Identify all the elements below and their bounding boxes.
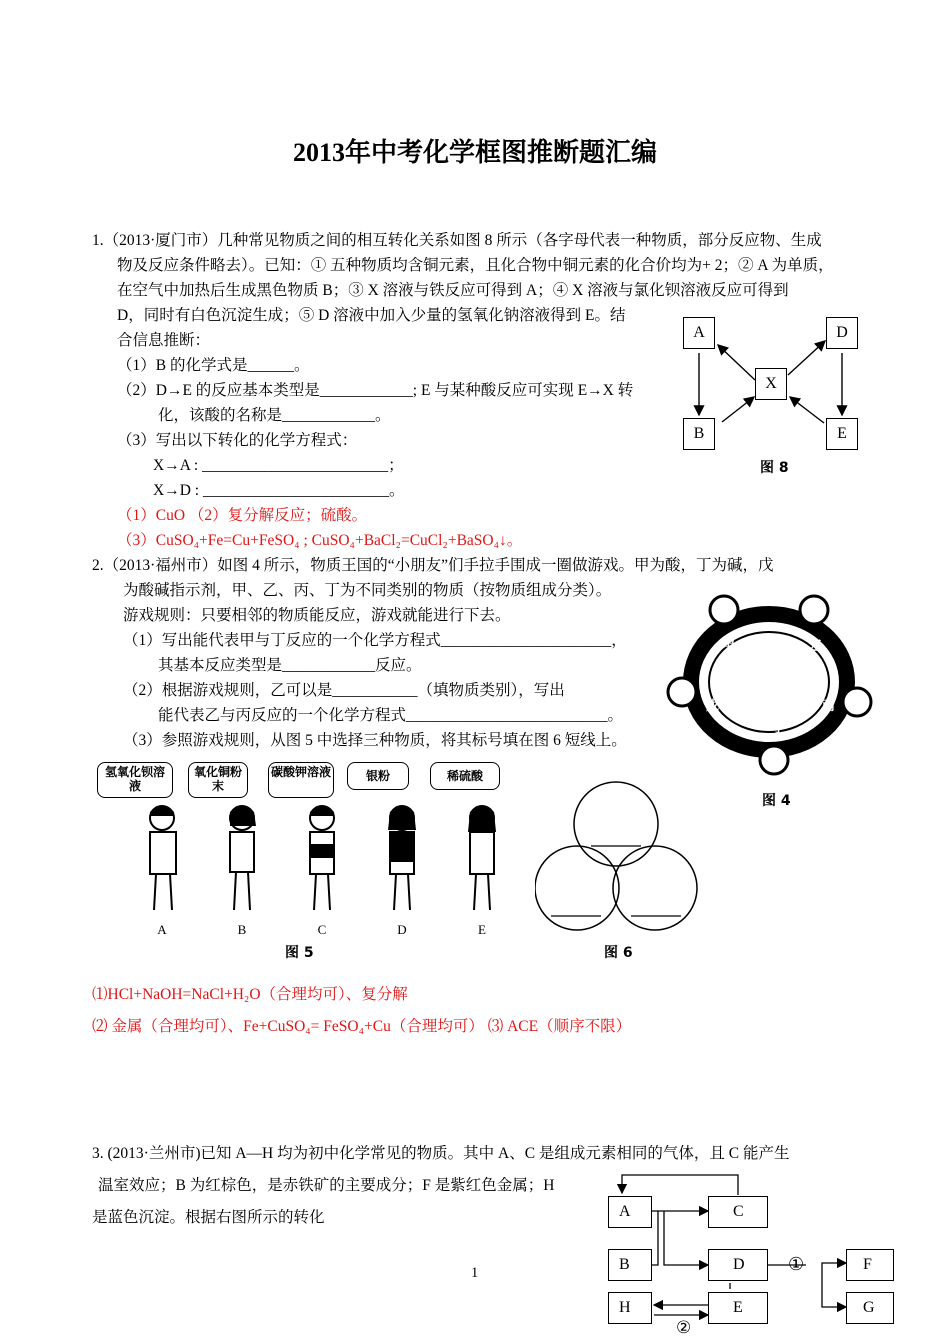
- fig5-caption: 图 5: [285, 945, 314, 961]
- fig8-node-e: E: [826, 418, 858, 450]
- q3-line-1: 3. (2013·兰州市)已知 A—H 均为初中化学常见的物质。其中 A、C 是组成元素相同的气体，且 C 能产生: [92, 1145, 790, 1162]
- fig5-kids-illustration: [130, 800, 510, 922]
- fig6-illustration: [535, 776, 705, 941]
- q2-line-4: （1）写出能代表甲与丁反应的一个化学方程式______________________，: [123, 632, 627, 649]
- q1-line-4: D，同时有白色沉淀生成；⑤ D 溶液中加入少量的氢氧化钠溶液得到 E。结: [117, 307, 626, 324]
- fig8-node-x: X: [755, 368, 787, 400]
- q2-line-1: 2.（2013·福州市）如图 4 所示，物质王国的“小朋友”们手拉手围成一圈做游戏。甲为酸，丁为碱，戊: [92, 557, 774, 574]
- q3-mark-2: ②: [676, 1318, 692, 1337]
- q1-line-9: （3）写出以下转化的化学方程式：: [117, 432, 358, 449]
- q2-line-3: 游戏规则：只要相邻的物质能反应，游戏就能进行下去。: [123, 607, 511, 624]
- fig4-illustration: [662, 582, 877, 782]
- q3-line-3: 是蓝色沉淀。根据右图所示的转化: [92, 1209, 325, 1226]
- fig4-label-yi: 乙: [810, 638, 824, 653]
- fig4-caption: 图 4: [762, 793, 791, 809]
- fig4-label-wu: 戊: [706, 698, 720, 713]
- fig6-caption: 图 6: [604, 945, 633, 961]
- kid-d-letter: D: [397, 922, 407, 937]
- q2-answer-2: ⑵ 金属（合理均可）、Fe+CuSO₄= FeSO₄+Cu（合理均可） ⑶ ACE（顺序不限）: [92, 1018, 632, 1035]
- q3-node-c: C: [708, 1196, 768, 1228]
- q1-answer-2: （3）CuSO₄+Fe=Cu+FeSO₄ ; CuSO₄+BaCl₂=CuCl₂+BaSO₄↓。: [117, 532, 523, 549]
- q1-line-2: 物及反应条件略去）。已知：① 五种物质均含铜元素，且化合物中铜元素的化合价均为+ 2；② A 为单质，: [117, 257, 834, 274]
- q3-node-h: H: [608, 1292, 652, 1324]
- kid-b-bubble: 氧化铜粉末: [188, 762, 248, 798]
- q1-answer-1: （1）CuO （2）复分解反应；硫酸。: [117, 507, 368, 524]
- q1-line-11: X→D : ________________________。: [153, 482, 405, 499]
- kid-c-bubble: 碳酸钾溶液: [268, 762, 334, 798]
- page-title: 2013年中考化学框图推断题汇编: [292, 138, 657, 167]
- q1-line-8: 化，该酸的名称是____________。: [158, 407, 391, 424]
- q2-line-5: 其基本反应类型是____________反应。: [158, 657, 422, 674]
- page-number: 1: [471, 1265, 479, 1281]
- q2-line-7: 能代表乙与丙反应的一个化学方程式__________________________。: [158, 707, 624, 724]
- q2-answer-1: ⑴HCl+NaOH=NaCl+H₂O（合理均可）、复分解: [92, 986, 408, 1003]
- q2-line-6: （2）根据游戏规则，乙可以是___________（填物质类别），写出: [123, 682, 565, 699]
- fig8-caption: 图 8: [760, 460, 789, 476]
- q1-line-5: 合信息推断：: [117, 332, 211, 349]
- kid-d-bubble: 银粉: [347, 762, 409, 790]
- kid-a-bubble: 氢氧化钡溶液: [97, 762, 173, 798]
- q1-line-3: 在空气中加热后生成黑色物质 B；③ X 溶液与铁反应可得到 A；④ X 溶液与氯化钡溶液反应可得到: [117, 282, 789, 299]
- fig8-node-d: D: [826, 317, 858, 349]
- fig8-node-b: B: [683, 418, 715, 450]
- fig4-label-ding: 丁: [772, 720, 786, 735]
- q3-node-f: F: [846, 1249, 894, 1281]
- fig4-label-jia: 甲: [722, 638, 736, 653]
- kid-c-letter: C: [317, 922, 327, 937]
- kid-b-letter: B: [237, 922, 247, 937]
- fig8-node-a: A: [683, 317, 715, 349]
- q1-line-10: X→A : ________________________；: [153, 457, 404, 474]
- kid-e-letter: E: [478, 922, 486, 937]
- kid-e-bubble: 稀硫酸: [430, 762, 500, 790]
- q3-node-g: G: [846, 1292, 894, 1324]
- q3-node-b: B: [608, 1249, 652, 1281]
- q1-line-6: （1）B 的化学式是______。: [117, 357, 310, 374]
- fig4-label-bing: 丙: [822, 698, 836, 713]
- q1-line-1: 1.（2013·厦门市）几种常见物质之间的相互转化关系如图 8 所示（各字母代表一种物质，部分反应物、生成: [92, 232, 822, 249]
- q3-line-2: 温室效应；B 为红棕色，是赤铁矿的主要成分；F 是紫红色金属；H: [98, 1177, 555, 1194]
- q2-line-2: 为酸碱指示剂，甲、乙、丙、丁为不同类别的物质（按物质组成分类）。: [123, 582, 612, 599]
- q3-node-a: A: [608, 1196, 652, 1228]
- q3-node-d: D: [708, 1249, 768, 1281]
- q3-mark-1: ①: [788, 1254, 805, 1274]
- kid-a-letter: A: [157, 922, 167, 937]
- q2-line-8: （3）参照游戏规则，从图 5 中选择三种物质，将其标号填在图 6 短线上。: [123, 732, 627, 749]
- q3-node-e: E: [708, 1292, 768, 1324]
- q1-line-7: （2）D→E 的反应基本类型是____________; E 与某种酸反应可实现 E→X 转: [117, 382, 634, 399]
